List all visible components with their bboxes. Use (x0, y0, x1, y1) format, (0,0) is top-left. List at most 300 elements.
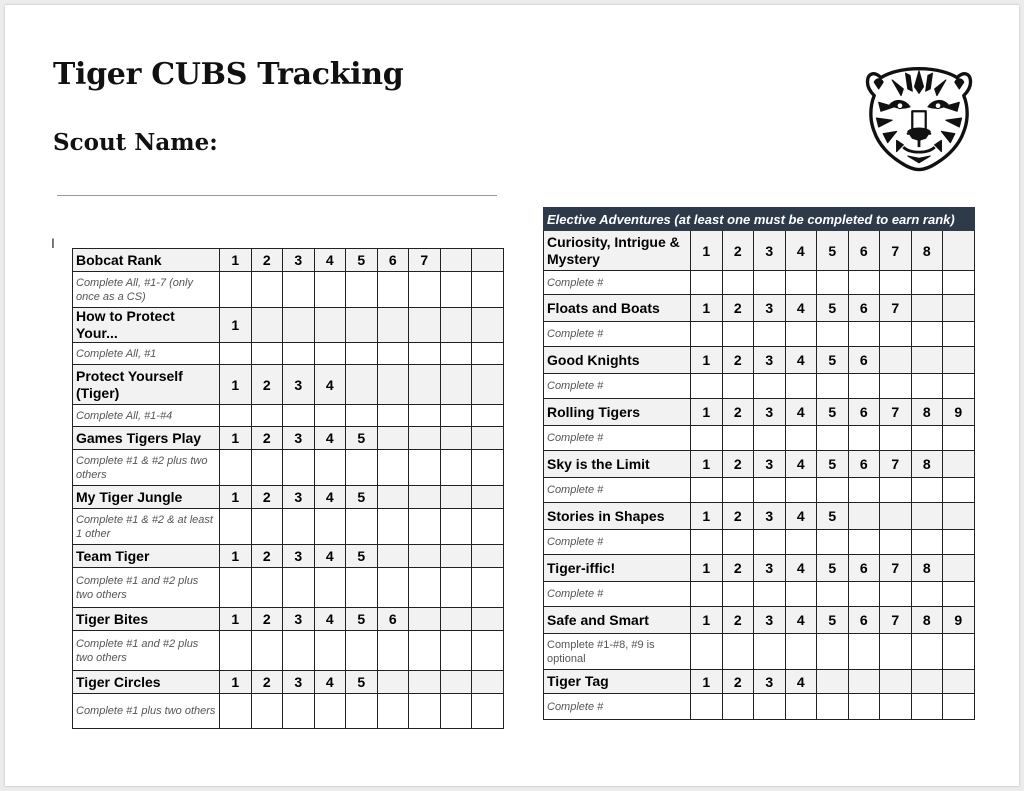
requirement-number-cell: 5 (346, 671, 378, 694)
checkoff-cell[interactable] (880, 582, 912, 607)
checkoff-cell[interactable] (409, 450, 441, 486)
requirement-number-cell (943, 503, 975, 530)
checkoff-cell[interactable] (220, 272, 252, 308)
requirement-number-cell: 1 (691, 503, 723, 530)
adventure-row (73, 545, 504, 568)
checkoff-cell[interactable] (251, 343, 283, 365)
requirement-number-cell (409, 486, 441, 509)
checkoff-cell[interactable] (911, 694, 943, 720)
checkoff-cell[interactable] (785, 634, 817, 670)
requirement-number-cell: 8 (911, 231, 943, 271)
checkoff-cell[interactable] (754, 322, 786, 347)
requirement-number-cell: 4 (785, 451, 817, 478)
checkoff-cell[interactable] (440, 694, 472, 729)
requirement-number-cell: 1 (691, 555, 723, 582)
completion-note: Complete # (544, 530, 691, 555)
checkoff-cell[interactable] (880, 322, 912, 347)
checkoff-cell[interactable] (346, 509, 378, 545)
adventure-name: Tiger Tag (544, 670, 691, 694)
checkoff-cell[interactable] (911, 271, 943, 295)
adventure-row (73, 671, 504, 694)
checkoff-cell[interactable] (440, 450, 472, 486)
checkoff-cell[interactable] (943, 271, 975, 295)
requirement-number-cell: 1 (220, 249, 252, 272)
requirement-number-cell (409, 427, 441, 450)
adventure-name: Protect Yourself (Tiger) (73, 365, 220, 405)
requirement-number-cell (440, 545, 472, 568)
checkoff-cell[interactable] (785, 478, 817, 503)
requirement-number-cell (472, 608, 504, 631)
requirement-number-cell: 3 (754, 607, 786, 634)
requirement-number-cell: 3 (283, 608, 315, 631)
checkoff-cell[interactable] (251, 568, 283, 608)
checkoff-cell[interactable] (283, 450, 315, 486)
checkoff-cell[interactable] (377, 509, 409, 545)
checkoff-cell[interactable] (409, 343, 441, 365)
requirement-number-cell (472, 671, 504, 694)
checkoff-cell[interactable] (472, 343, 504, 365)
checkoff-cell[interactable] (848, 322, 880, 347)
checkoff-cell[interactable] (848, 478, 880, 503)
completion-note: Complete # (544, 271, 691, 295)
checkoff-cell[interactable] (817, 530, 849, 555)
adventure-row (544, 347, 975, 374)
completion-note: Complete #1 & #2 plus two others (73, 450, 220, 486)
completion-row (73, 509, 504, 545)
requirement-number-cell (848, 503, 880, 530)
requirement-number-cell (472, 308, 504, 343)
checkoff-cell[interactable] (283, 509, 315, 545)
checkoff-cell[interactable] (911, 530, 943, 555)
requirement-number-cell: 2 (251, 671, 283, 694)
checkoff-cell[interactable] (314, 631, 346, 671)
checkoff-cell[interactable] (346, 568, 378, 608)
checkoff-cell[interactable] (911, 634, 943, 670)
requirement-number-cell: 4 (314, 249, 346, 272)
checkoff-cell[interactable] (754, 374, 786, 399)
requirement-number-cell: 4 (785, 503, 817, 530)
completion-row (73, 694, 504, 729)
checkoff-cell[interactable] (409, 272, 441, 308)
requirement-number-cell: 3 (754, 555, 786, 582)
requirement-number-cell: 1 (220, 608, 252, 631)
requirement-number-cell (409, 545, 441, 568)
requirement-number-cell: 6 (848, 231, 880, 271)
requirement-number-cell: 4 (785, 295, 817, 322)
completion-row (544, 374, 975, 399)
checkoff-cell[interactable] (848, 271, 880, 295)
requirement-number-cell: 7 (409, 249, 441, 272)
checkoff-cell[interactable] (440, 568, 472, 608)
checkoff-cell[interactable] (472, 405, 504, 427)
requirement-number-cell: 4 (785, 399, 817, 426)
completion-note: Complete # (544, 478, 691, 503)
requirement-number-cell: 1 (220, 427, 252, 450)
checkoff-cell[interactable] (346, 450, 378, 486)
checkoff-cell[interactable] (722, 530, 754, 555)
checkoff-cell[interactable] (817, 634, 849, 670)
checkoff-cell[interactable] (440, 272, 472, 308)
checkoff-cell[interactable] (691, 530, 723, 555)
checkoff-cell[interactable] (283, 631, 315, 671)
requirement-number-cell: 1 (691, 451, 723, 478)
checkoff-cell[interactable] (880, 271, 912, 295)
adventure-name: Games Tigers Play (73, 427, 220, 450)
requirement-number-cell: 1 (220, 308, 252, 343)
checkoff-cell[interactable] (722, 582, 754, 607)
checkoff-cell[interactable] (377, 631, 409, 671)
checkoff-cell[interactable] (409, 694, 441, 729)
requirement-number-cell: 3 (754, 295, 786, 322)
requirement-number-cell: 2 (722, 451, 754, 478)
requirement-number-cell: 6 (377, 608, 409, 631)
checkoff-cell[interactable] (346, 272, 378, 308)
completion-note: Complete All, #1-#4 (73, 405, 220, 427)
checkoff-cell[interactable] (880, 694, 912, 720)
checkoff-cell[interactable] (817, 426, 849, 451)
checkoff-cell[interactable] (251, 631, 283, 671)
checkoff-cell[interactable] (722, 694, 754, 720)
checkoff-cell[interactable] (691, 478, 723, 503)
checkoff-cell[interactable] (817, 478, 849, 503)
checkoff-cell[interactable] (472, 631, 504, 671)
checkoff-cell[interactable] (440, 405, 472, 427)
checkoff-cell[interactable] (911, 582, 943, 607)
checkoff-cell[interactable] (722, 478, 754, 503)
checkoff-cell[interactable] (911, 478, 943, 503)
requirement-number-cell (251, 308, 283, 343)
requirement-number-cell (472, 427, 504, 450)
checkoff-cell[interactable] (817, 582, 849, 607)
checkoff-cell[interactable] (220, 343, 252, 365)
requirement-number-cell (911, 503, 943, 530)
checkoff-cell[interactable] (314, 694, 346, 729)
checkoff-cell[interactable] (943, 478, 975, 503)
checkoff-cell[interactable] (785, 271, 817, 295)
checkoff-cell[interactable] (754, 478, 786, 503)
requirement-number-cell (377, 308, 409, 343)
requirement-number-cell: 5 (817, 503, 849, 530)
requirement-number-cell: 1 (691, 347, 723, 374)
requirement-number-cell: 8 (911, 451, 943, 478)
checkoff-cell[interactable] (880, 634, 912, 670)
scout-name-label: Scout Name: (53, 129, 218, 156)
checkoff-cell[interactable] (817, 271, 849, 295)
checkoff-cell[interactable] (377, 450, 409, 486)
checkoff-cell[interactable] (314, 272, 346, 308)
requirement-number-cell: 3 (754, 231, 786, 271)
requirement-number-cell: 8 (911, 607, 943, 634)
checkoff-cell[interactable] (220, 450, 252, 486)
completion-row (73, 450, 504, 486)
checkoff-cell[interactable] (691, 374, 723, 399)
requirement-number-cell (314, 308, 346, 343)
checkoff-cell[interactable] (220, 694, 252, 729)
checkoff-cell[interactable] (880, 426, 912, 451)
checkoff-cell[interactable] (880, 530, 912, 555)
checkoff-cell[interactable] (754, 694, 786, 720)
requirement-number-cell: 5 (346, 545, 378, 568)
requirement-number-cell: 3 (754, 670, 786, 694)
requirement-number-cell: 7 (880, 555, 912, 582)
completion-row (544, 478, 975, 503)
checkoff-cell[interactable] (722, 634, 754, 670)
checkoff-cell[interactable] (346, 405, 378, 427)
requirement-number-cell (346, 365, 378, 405)
checkoff-cell[interactable] (722, 271, 754, 295)
checkoff-cell[interactable] (691, 582, 723, 607)
checkoff-cell[interactable] (785, 582, 817, 607)
checkoff-cell[interactable] (220, 568, 252, 608)
checkoff-cell[interactable] (220, 509, 252, 545)
checkoff-cell[interactable] (754, 582, 786, 607)
checkoff-cell[interactable] (722, 426, 754, 451)
checkoff-cell[interactable] (377, 568, 409, 608)
requirement-number-cell (409, 365, 441, 405)
tiger-head-icon (863, 62, 975, 174)
requirement-number-cell: 2 (722, 555, 754, 582)
checkoff-cell[interactable] (691, 322, 723, 347)
completion-row (544, 634, 975, 670)
requirement-number-cell: 2 (251, 249, 283, 272)
requirement-number-cell: 4 (314, 671, 346, 694)
requirement-number-cell: 8 (911, 555, 943, 582)
checkoff-cell[interactable] (848, 634, 880, 670)
checkoff-cell[interactable] (817, 322, 849, 347)
checkoff-cell[interactable] (880, 374, 912, 399)
adventure-row (544, 670, 975, 694)
requirement-number-cell (880, 503, 912, 530)
checkoff-cell[interactable] (409, 631, 441, 671)
checkoff-cell[interactable] (472, 450, 504, 486)
requirement-number-cell: 6 (848, 451, 880, 478)
checkoff-cell[interactable] (251, 694, 283, 729)
requirement-number-cell (377, 427, 409, 450)
requirement-number-cell (346, 308, 378, 343)
requirement-number-cell: 9 (943, 399, 975, 426)
text-cursor: I (51, 235, 55, 251)
checkoff-cell[interactable] (691, 271, 723, 295)
requirement-number-cell (880, 670, 912, 694)
checkoff-cell[interactable] (754, 426, 786, 451)
checkoff-cell[interactable] (848, 530, 880, 555)
requirement-number-cell (911, 347, 943, 374)
checkoff-cell[interactable] (314, 568, 346, 608)
requirement-number-cell (440, 365, 472, 405)
adventure-row (544, 607, 975, 634)
completion-note: Complete All, #1-7 (only once as a CS) (73, 272, 220, 308)
requirement-number-cell: 7 (880, 231, 912, 271)
checkoff-cell[interactable] (691, 426, 723, 451)
checkoff-cell[interactable] (251, 272, 283, 308)
requirement-number-cell: 7 (880, 451, 912, 478)
checkoff-cell[interactable] (943, 374, 975, 399)
checkoff-cell[interactable] (943, 530, 975, 555)
adventure-name: Good Knights (544, 347, 691, 374)
checkoff-cell[interactable] (220, 405, 252, 427)
requirement-number-cell (472, 249, 504, 272)
checkoff-cell[interactable] (283, 568, 315, 608)
checkoff-cell[interactable] (409, 509, 441, 545)
completion-note: Complete #1 and #2 plus two others (73, 568, 220, 608)
requirement-number-cell (440, 427, 472, 450)
checkoff-cell[interactable] (314, 509, 346, 545)
core-adventures-table (72, 248, 504, 729)
completion-row (544, 271, 975, 295)
checkoff-cell[interactable] (472, 509, 504, 545)
checkoff-cell[interactable] (377, 272, 409, 308)
requirement-number-cell: 7 (880, 295, 912, 322)
checkoff-cell[interactable] (409, 405, 441, 427)
checkoff-cell[interactable] (943, 322, 975, 347)
requirement-number-cell: 6 (848, 295, 880, 322)
requirement-number-cell (440, 308, 472, 343)
checkoff-cell[interactable] (848, 694, 880, 720)
checkoff-cell[interactable] (911, 426, 943, 451)
completion-note: Complete # (544, 322, 691, 347)
requirement-number-cell: 5 (346, 249, 378, 272)
requirement-number-cell: 2 (722, 347, 754, 374)
checkoff-cell[interactable] (377, 405, 409, 427)
checkoff-cell[interactable] (283, 272, 315, 308)
checkoff-cell[interactable] (785, 530, 817, 555)
checkoff-cell[interactable] (754, 634, 786, 670)
completion-row (544, 530, 975, 555)
checkoff-cell[interactable] (314, 343, 346, 365)
checkoff-cell[interactable] (785, 426, 817, 451)
adventure-name: My Tiger Jungle (73, 486, 220, 509)
checkoff-cell[interactable] (817, 694, 849, 720)
checkoff-cell[interactable] (848, 426, 880, 451)
adventure-row (73, 308, 504, 343)
checkoff-cell[interactable] (943, 694, 975, 720)
checkoff-cell[interactable] (848, 374, 880, 399)
checkoff-cell[interactable] (377, 343, 409, 365)
requirement-number-cell: 4 (785, 231, 817, 271)
checkoff-cell[interactable] (346, 343, 378, 365)
checkoff-cell[interactable] (409, 568, 441, 608)
checkoff-cell[interactable] (251, 450, 283, 486)
checkoff-cell[interactable] (754, 530, 786, 555)
checkoff-cell[interactable] (220, 631, 252, 671)
requirement-number-cell (377, 365, 409, 405)
checkoff-cell[interactable] (283, 343, 315, 365)
checkoff-cell[interactable] (880, 478, 912, 503)
document-page (5, 5, 1019, 786)
requirement-number-cell (440, 249, 472, 272)
requirement-number-cell: 3 (283, 249, 315, 272)
requirement-number-cell (472, 365, 504, 405)
completion-note: Complete # (544, 426, 691, 451)
requirement-number-cell (817, 670, 849, 694)
adventure-row (73, 486, 504, 509)
requirement-number-cell (943, 347, 975, 374)
checkoff-cell[interactable] (911, 374, 943, 399)
completion-row (73, 405, 504, 427)
requirement-number-cell: 3 (283, 486, 315, 509)
requirement-number-cell: 2 (722, 607, 754, 634)
checkoff-cell[interactable] (377, 694, 409, 729)
adventure-row (544, 451, 975, 478)
requirement-number-cell: 9 (943, 607, 975, 634)
requirement-number-cell (440, 671, 472, 694)
scout-name-line[interactable] (57, 195, 497, 196)
checkoff-cell[interactable] (817, 374, 849, 399)
elective-header: Elective Adventures (at least one must be completed to earn rank) (544, 208, 975, 231)
checkoff-cell[interactable] (283, 694, 315, 729)
checkoff-cell[interactable] (691, 634, 723, 670)
checkoff-cell[interactable] (251, 405, 283, 427)
checkoff-cell[interactable] (283, 405, 315, 427)
checkoff-cell[interactable] (472, 272, 504, 308)
checkoff-cell[interactable] (440, 509, 472, 545)
requirement-number-cell (377, 545, 409, 568)
adventure-row (544, 399, 975, 426)
checkoff-cell[interactable] (440, 343, 472, 365)
adventure-name: Sky is the Limit (544, 451, 691, 478)
checkoff-cell[interactable] (943, 426, 975, 451)
requirement-number-cell (440, 486, 472, 509)
checkoff-cell[interactable] (440, 631, 472, 671)
adventure-name: Safe and Smart (544, 607, 691, 634)
checkoff-cell[interactable] (691, 694, 723, 720)
requirement-number-cell: 8 (911, 399, 943, 426)
requirement-number-cell: 4 (314, 427, 346, 450)
adventure-name: How to Protect Your... (73, 308, 220, 343)
requirement-number-cell: 1 (691, 607, 723, 634)
checkoff-cell[interactable] (754, 271, 786, 295)
requirement-number-cell: 1 (220, 545, 252, 568)
requirement-number-cell: 5 (817, 399, 849, 426)
checkoff-cell[interactable] (785, 374, 817, 399)
checkoff-cell[interactable] (346, 631, 378, 671)
checkoff-cell[interactable] (911, 322, 943, 347)
checkoff-cell[interactable] (785, 322, 817, 347)
checkoff-cell[interactable] (314, 450, 346, 486)
requirement-number-cell: 6 (377, 249, 409, 272)
checkoff-cell[interactable] (472, 694, 504, 729)
checkoff-cell[interactable] (251, 509, 283, 545)
adventure-name: Stories in Shapes (544, 503, 691, 530)
completion-row (73, 568, 504, 608)
completion-row (73, 272, 504, 308)
checkoff-cell[interactable] (314, 405, 346, 427)
checkoff-cell[interactable] (785, 694, 817, 720)
adventure-name: Tiger Circles (73, 671, 220, 694)
requirement-number-cell (409, 671, 441, 694)
requirement-number-cell: 5 (817, 607, 849, 634)
requirement-number-cell: 4 (314, 365, 346, 405)
checkoff-cell[interactable] (848, 582, 880, 607)
requirement-number-cell (377, 671, 409, 694)
adventure-name: Tiger Bites (73, 608, 220, 631)
checkoff-cell[interactable] (472, 568, 504, 608)
requirement-number-cell: 3 (283, 427, 315, 450)
requirement-number-cell (377, 486, 409, 509)
checkoff-cell[interactable] (722, 322, 754, 347)
requirement-number-cell: 3 (754, 451, 786, 478)
requirement-number-cell: 4 (314, 486, 346, 509)
checkoff-cell[interactable] (943, 582, 975, 607)
checkoff-cell[interactable] (943, 634, 975, 670)
requirement-number-cell: 6 (848, 347, 880, 374)
requirement-number-cell: 5 (817, 347, 849, 374)
requirement-number-cell: 4 (314, 608, 346, 631)
requirement-number-cell: 3 (754, 347, 786, 374)
requirement-number-cell: 6 (848, 555, 880, 582)
checkoff-cell[interactable] (346, 694, 378, 729)
checkoff-cell[interactable] (722, 374, 754, 399)
